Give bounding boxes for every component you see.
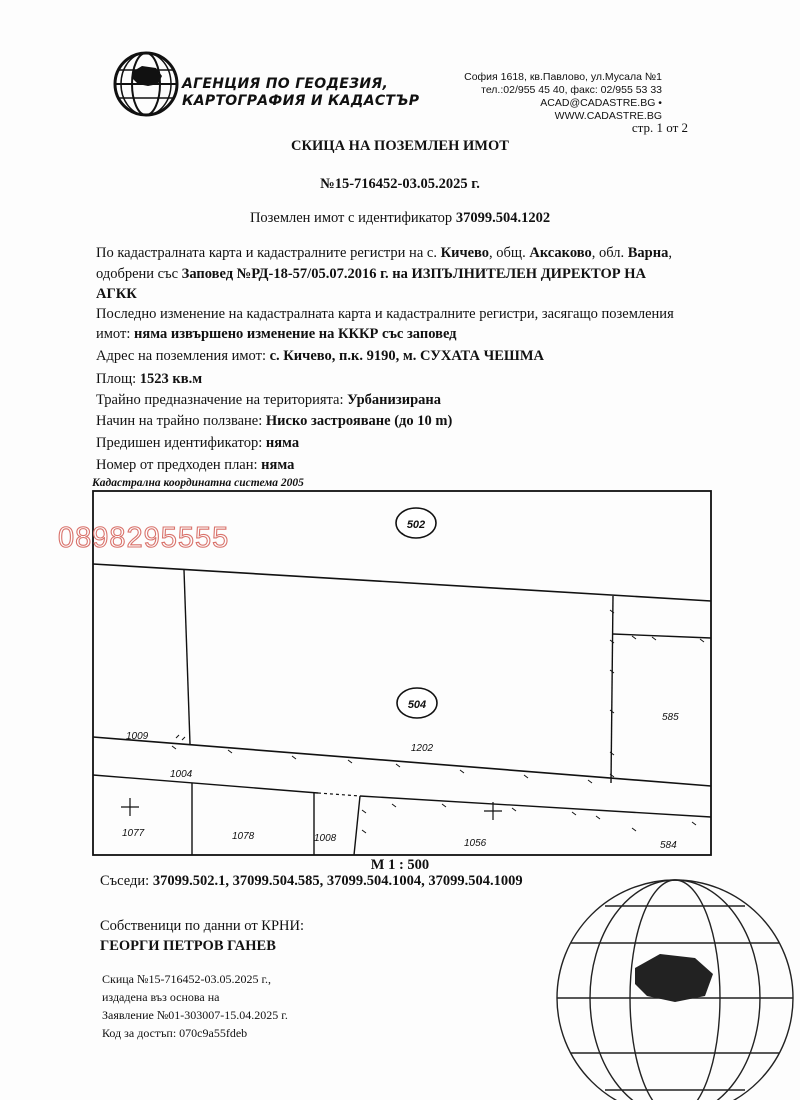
issued-basis: издадена въз основа на — [102, 990, 220, 1004]
parcel-1056-label: 1056 — [464, 838, 487, 849]
identifier-label: Поземлен имот с идентификатор — [249, 210, 456, 226]
map-source-text: , — [668, 245, 672, 261]
parcel-boundary — [360, 796, 711, 817]
block-502-label: 502 — [406, 519, 426, 531]
phone-number-watermark: 0898295555 — [58, 522, 230, 554]
previous-id-value: няма — [265, 435, 300, 451]
last-change-value: няма извършено изменение на КККР със заповед — [134, 326, 457, 342]
block-504-label: 504 — [407, 699, 427, 711]
usage-value: Ниско застрояване (до 10 m) — [265, 413, 453, 429]
parcel-1009-label: 1009 — [126, 731, 149, 742]
page-number: стр. 1 от 2 — [631, 120, 688, 135]
agency-globe-logo — [112, 50, 180, 118]
parcel-boundary — [613, 634, 711, 638]
address-line — [96, 347, 706, 365]
last-change-line-2 — [96, 325, 706, 343]
access-code: Код за достъп: 070c9a55fdeb — [102, 1026, 248, 1040]
map-scale: М 1 : 500 — [370, 857, 430, 873]
approval-label: одобрени със — [96, 266, 182, 282]
parcel-boundary — [184, 570, 190, 744]
area-label: Площ: — [96, 371, 140, 387]
owners-label: Собственици по данни от КРНИ: — [100, 918, 305, 934]
document-title: СКИЦА НА ПОЗЕМЛЕН ИМОТ — [291, 138, 509, 154]
map-source-text: , общ. — [489, 245, 530, 261]
owner-name: ГЕОРГИ ПЕТРОВ ГАНЕВ — [100, 938, 276, 954]
application-number: Заявление №01-303007-15.04.2025 г. — [102, 1008, 288, 1022]
parcel-1202-label: 1202 — [410, 743, 434, 754]
area-value: 1523 кв.м — [139, 371, 203, 387]
approval-line — [96, 265, 706, 283]
parcel-1078-label: 1078 — [232, 831, 255, 842]
usage-line — [96, 412, 706, 430]
agency-web: ACAD@CADASTRE.BG • WWW.CADASTRE.BG — [540, 97, 662, 122]
map-source-text: , обл. — [591, 245, 628, 261]
previous-id-label: Предишен идентификатор: — [96, 435, 266, 451]
parcel-1004-label: 1004 — [170, 769, 193, 780]
identifier-line — [0, 210, 800, 227]
parcel-585-label: 585 — [662, 712, 679, 723]
identifier-value: 37099.504.1202 — [455, 210, 551, 226]
coordinate-system-label: Кадастрална координатна система 2005 — [92, 477, 304, 489]
usage-label: Начин на трайно ползване: — [96, 413, 266, 429]
agency-contact — [432, 71, 662, 123]
approval-line-2 — [96, 285, 706, 303]
neighbors-value: 37099.502.1, 37099.504.585, 37099.504.1004, 37099.504.1009 — [152, 873, 523, 889]
address-value: с. Кичево, п.к. 9190, м. СУХАТА ЧЕШМА — [269, 348, 544, 364]
previous-plan-label: Номер от предходен план: — [96, 457, 262, 473]
document-number: №15-716452-03.05.2025 г. — [320, 176, 480, 192]
map-source-text: По кадастралната карта и кадастралните регистри на с. — [96, 245, 441, 261]
purpose-value: Урбанизирана — [347, 392, 441, 408]
purpose-label: Трайно предназначение на територията: — [96, 392, 348, 408]
purpose-line — [96, 391, 706, 409]
parcel-1008-label: 1008 — [314, 833, 337, 844]
previous-plan-line — [96, 456, 706, 474]
previous-plan-value: няма — [261, 457, 295, 473]
map-source-line — [96, 244, 706, 262]
agency-phone-fax: тел.:02/955 45 40, факс: 02/955 53 33 — [481, 84, 662, 96]
neighbors-line — [100, 873, 523, 890]
approval-authority: АГКК — [96, 286, 137, 302]
agency-name-line1: АГЕНЦИЯ ПО ГЕОДЕЗИЯ, — [182, 76, 389, 92]
parcel-584-label: 584 — [660, 840, 677, 851]
previous-id-line — [96, 434, 706, 452]
region-name: Варна — [627, 245, 669, 261]
last-change-line: Последно изменение на кадастралната карта и кадастралните регистри, засягащо поземления — [96, 306, 674, 322]
parcel-boundary — [354, 796, 360, 855]
last-change-label: имот: — [96, 326, 134, 342]
parcel-1077-label: 1077 — [122, 828, 145, 839]
address-label: Адрес на поземления имот: — [96, 348, 270, 364]
agency-name-line2: КАРТОГРАФИЯ И КАДАСТЪР — [182, 93, 420, 109]
parcel-boundary — [93, 775, 318, 793]
bleed-through-text — [100, 52, 103, 63]
neighbors-label: Съседи: — [100, 873, 153, 889]
parcel-boundary-dashed — [318, 793, 360, 796]
approval-value: Заповед №РД-18-57/05.07.2016 г. на ИЗПЪЛНИТЕЛЕН ДИРЕКТОР НА — [181, 266, 646, 282]
sketch-reference: Скица №15-716452-03.05.2025 г., — [102, 972, 272, 986]
agency-name — [182, 76, 419, 110]
municipality-name: Аксаково — [529, 245, 592, 261]
agency-address: София 1618, кв.Павлово, ул.Мусала №1 — [464, 71, 662, 83]
village-name: Кичево — [440, 245, 490, 261]
parcel-boundary — [611, 596, 613, 783]
agency-stamp-globe — [535, 868, 795, 1100]
area-line — [96, 370, 706, 388]
street-boundary-north — [93, 564, 711, 601]
